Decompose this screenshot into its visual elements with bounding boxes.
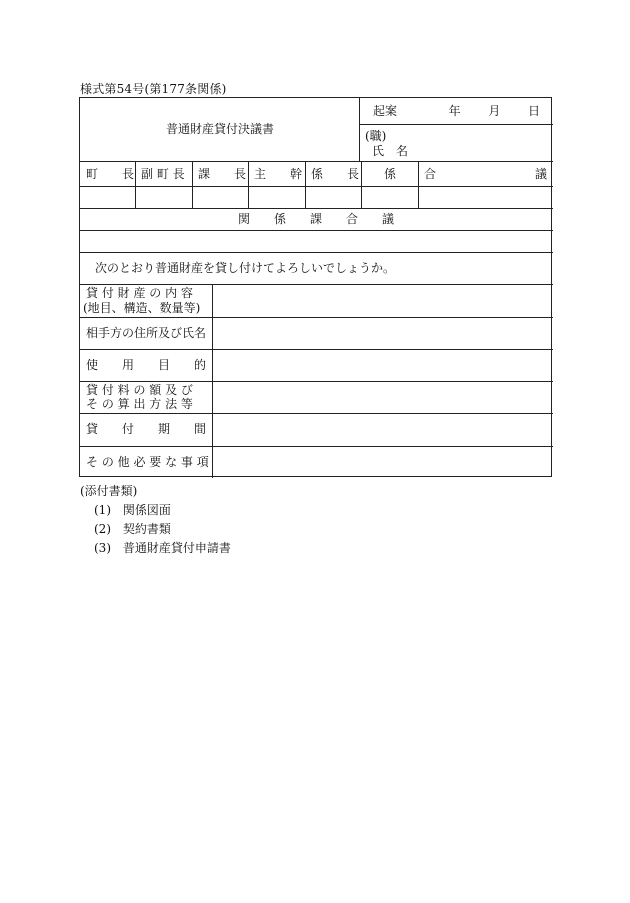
detail-label-4-line2: そ の 算 出 方 法 等: [86, 397, 193, 411]
attachment-number: (2): [94, 522, 111, 536]
detail-label-6-line1: そ の 他 必 要 な 事 項: [86, 455, 209, 469]
draft-label: 起案: [373, 104, 398, 118]
draft-day: 日: [527, 104, 540, 118]
approval-cell-section-chief: 課 長: [198, 167, 247, 181]
detail-label-2-line1: 相手方の住所及び氏名: [86, 326, 207, 340]
attachment-item: [94, 520, 171, 537]
approval-cell-manager: 主 幹: [254, 167, 303, 181]
detail-label-4-line1: 貸 付 料 の 額 及 び: [86, 383, 193, 397]
approval-cell-unit-chief: 係 長: [311, 167, 360, 181]
approval-cell-mayor: 町 長: [86, 167, 135, 181]
detail-label-6: [80, 446, 212, 478]
attachment-text: 契約書類: [122, 522, 171, 536]
approval-cell-deputy-mayor: 副 町 長: [141, 167, 185, 181]
attachment-number: (1): [94, 503, 111, 517]
detail-label-5-line1: 貸 付 期 間: [86, 422, 207, 436]
detail-label-3: [80, 349, 212, 381]
attachment-number: (3): [94, 541, 111, 555]
detail-label-3-line1: 使 用 目 的: [86, 358, 207, 372]
approval-cell-staff: 係: [384, 167, 397, 181]
detail-label-5: [80, 413, 212, 446]
statement-text: 次のとおり普通財産を貸し付けてよろしいでしょうか。: [95, 261, 396, 275]
name-label: 氏 名: [372, 144, 409, 158]
detail-label-1: [80, 284, 212, 317]
attachments-heading: (添付書類): [80, 484, 138, 498]
detail-label-1-line1: 貸 付 財 産 の 内 容: [86, 286, 193, 300]
detail-label-4: [80, 381, 212, 413]
consult-label-right: 議: [535, 167, 548, 181]
attachment-text: 普通財産貸付申請書: [122, 541, 231, 555]
draft-year: 年: [448, 104, 461, 118]
detail-label-2: [80, 317, 212, 349]
attachment-text: 関係図面: [122, 503, 171, 517]
attachment-item: [94, 501, 171, 518]
form-title: 普通財産貸付決議書: [166, 122, 275, 136]
form-number: 様式第54号(第177条関係): [80, 82, 227, 96]
position-label: (職): [365, 129, 387, 143]
related-consult-label: 関 係 課 合 議: [238, 212, 395, 226]
draft-date: [373, 104, 540, 118]
detail-label-1-line2: (地目、構造、数量等): [83, 301, 201, 315]
attachment-item: [94, 539, 231, 556]
draft-month: 月: [488, 104, 501, 118]
consult-label-left: 合: [424, 167, 437, 181]
approval-form-table: [79, 97, 552, 477]
